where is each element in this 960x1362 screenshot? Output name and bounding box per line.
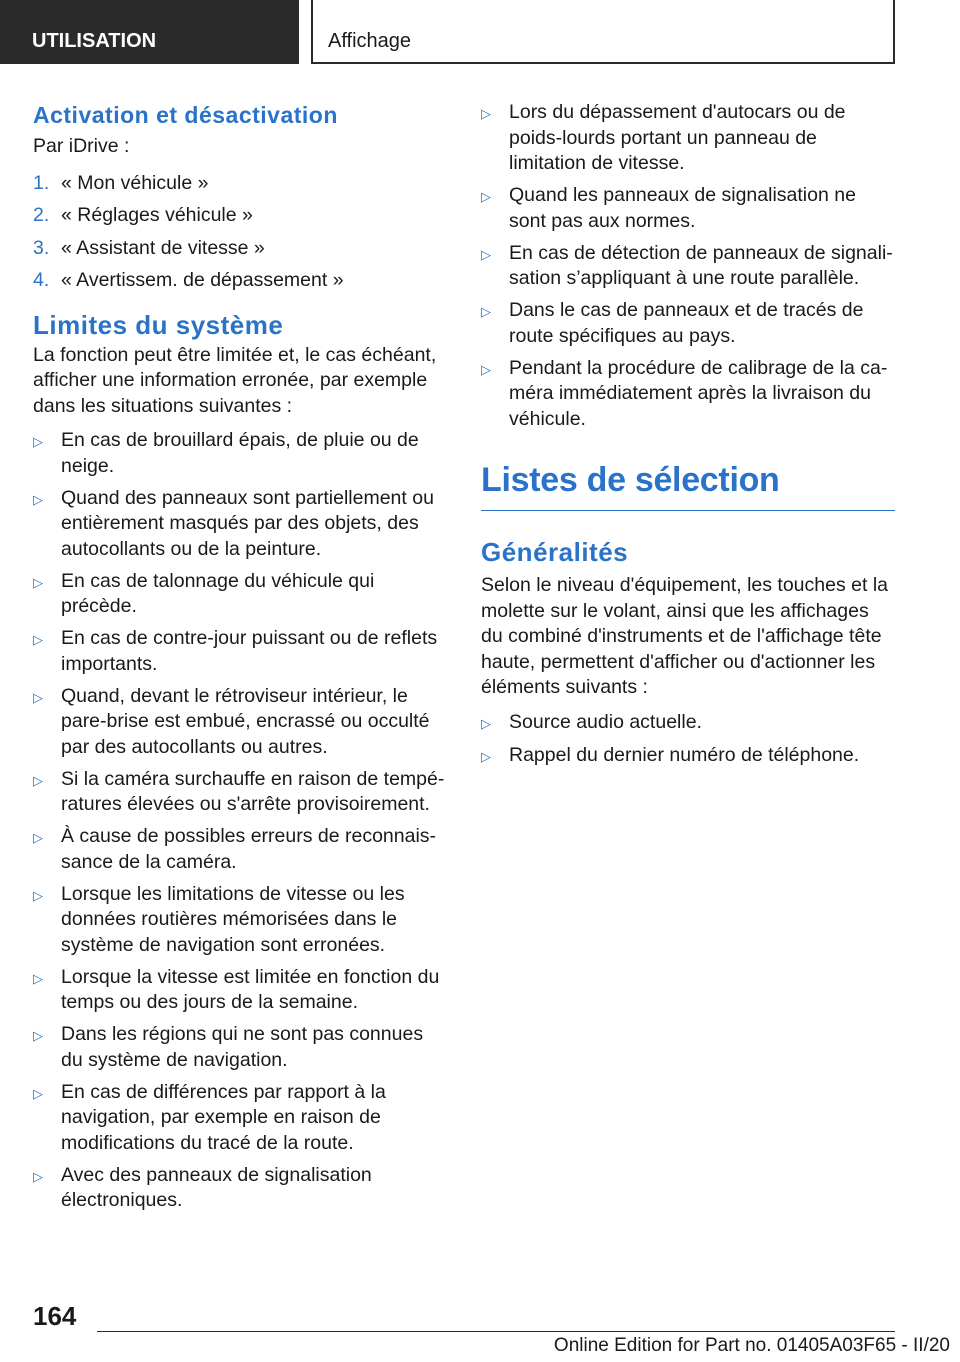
triangle-bullet-icon: ▷ (33, 887, 43, 903)
list-item (33, 882, 448, 959)
limitations-list-continued (481, 100, 895, 432)
list-item (481, 710, 895, 737)
list-item (33, 1163, 448, 1214)
list-item (33, 965, 448, 1016)
heading-generalites: Généralités (481, 537, 629, 567)
right-column (481, 100, 895, 776)
triangle-bullet-icon: ▷ (33, 434, 43, 449)
list-item-text: Quand, devant le rétroviseur intérieur, le pare-brise est embué, encrassé ou occulté par des autocollants ou autres. (61, 684, 430, 758)
list-item-text: Dans le cas de panneaux et de tracés de route spécifiques au pays. (509, 299, 864, 347)
triangle-bullet-icon: ▷ (481, 246, 491, 262)
list-item-text: Lorsque les limitations de vitesse ou les données routières mémorisées dans le système de navigation sont erronées. (61, 882, 405, 956)
step-number: 1. (33, 171, 50, 194)
left-column (33, 100, 448, 1220)
step-item (33, 268, 448, 294)
list-item (33, 626, 448, 677)
list-item-text: Si la caméra surchauffe en raison de températures élevées ou s'arrête provisoirement. (61, 767, 445, 815)
triangle-bullet-icon: ▷ (33, 772, 43, 788)
list-item (481, 298, 895, 349)
heading-listes: Listes de sélection (481, 461, 780, 499)
step-number: 3. (33, 236, 50, 259)
heading-limites: Limites du système (33, 309, 284, 340)
list-item-text: Dans les régions qui ne sont pas connues du système de navigation. (61, 1023, 424, 1071)
triangle-bullet-icon: ▷ (481, 715, 491, 731)
triangle-bullet-icon: ▷ (481, 189, 491, 204)
heading-activation: Activation et désactivation (33, 102, 338, 128)
list-item-text: En cas de détection de panneaux de signalisation s’appliquant à une route parallèle. (509, 241, 893, 289)
list-item (33, 1080, 448, 1157)
list-item-text: Lors du dépassement d'autocars ou de poids-lourds portant un panneau de limitation de vitesse. (509, 101, 846, 174)
step-list (33, 171, 448, 294)
footer-edition: Online Edition for Part no. 01405A03F65 - II/20 (553, 1335, 950, 1356)
step-text: « Mon véhicule » (61, 171, 209, 194)
step-text: « Assistant de vitesse » (61, 236, 265, 259)
list-item-text: Lorsque la vitesse est limitée en fonction du temps ou des jours de la semaine. (61, 965, 440, 1013)
triangle-bullet-icon: ▷ (33, 830, 43, 845)
list-item-text: En cas de différences par rapport à la navigation, par exemple en raison de modifications du tracé de la route. (61, 1080, 386, 1154)
list-item (481, 356, 895, 433)
triangle-bullet-icon: ▷ (33, 632, 43, 647)
list-item (481, 100, 895, 177)
footer-rule (97, 1331, 895, 1332)
list-item-text: En cas de brouillard épais, de pluie ou de neige. (61, 429, 419, 477)
step-number: 2. (33, 204, 50, 226)
triangle-bullet-icon: ▷ (33, 491, 43, 507)
list-item (33, 486, 448, 563)
page-number: 164 (33, 1301, 77, 1331)
triangle-bullet-icon: ▷ (481, 106, 491, 121)
step-item (33, 203, 448, 229)
step-item (33, 236, 448, 262)
list-item-text: Avec des panneaux de signalisation électroniques. (61, 1163, 372, 1211)
elements-list (481, 710, 895, 770)
step-item (33, 171, 448, 197)
list-item-text: Quand des panneaux sont partiellement ou entièrement masqués par des objets, des autocollants ou de la peinture. (61, 486, 434, 560)
step-number: 4. (33, 269, 50, 291)
triangle-bullet-icon: ▷ (33, 1168, 43, 1184)
section-tab: UTILISATION (0, 0, 299, 64)
list-item (33, 684, 448, 761)
list-item (33, 767, 448, 818)
triangle-bullet-icon: ▷ (481, 748, 491, 764)
list-item-text: Source audio actuelle. (509, 710, 702, 733)
triangle-bullet-icon: ▷ (481, 361, 491, 377)
step-text: « Avertissem. de dépassement » (61, 269, 344, 291)
heading-rule (481, 510, 895, 511)
triangle-bullet-icon: ▷ (33, 1028, 43, 1043)
chapter-title: Affichage (311, 0, 895, 64)
triangle-bullet-icon: ▷ (33, 689, 43, 705)
triangle-bullet-icon: ▷ (33, 1085, 43, 1101)
list-item (481, 241, 895, 292)
triangle-bullet-icon: ▷ (33, 574, 43, 590)
limites-text: La fonction peut être limitée et, le cas échéant, afficher une information erronée, par exemple dans les situations suivantes : (33, 343, 437, 417)
list-item-text: En cas de talonnage du véhicule qui précède. (61, 569, 375, 617)
list-item (33, 824, 448, 875)
generalites-text: Selon le niveau d'équipement, les touches et la molette sur le volant, ainsi que les affichages du combiné d'instruments et de l'affichage tête haute, permettent d'afficher ou d'actionner les éléments suivants : (481, 574, 888, 698)
list-item (33, 1022, 448, 1073)
list-item-text: Quand les panneaux de signalisation ne sont pas aux normes. (509, 184, 856, 232)
list-item (481, 183, 895, 234)
list-item (33, 569, 448, 620)
triangle-bullet-icon: ▷ (481, 304, 491, 319)
list-item (481, 743, 895, 770)
limitations-list (33, 428, 448, 1214)
list-item-text: Rappel du dernier numéro de téléphone. (509, 743, 860, 766)
list-item-text: Pendant la procédure de calibrage de la caméra immédiatement après la livraison du véhicule. (509, 356, 888, 430)
list-item-text: En cas de contre-jour puissant ou de reflets importants. (61, 627, 438, 675)
list-item-text: À cause de possibles erreurs de reconnaissance de la caméra. (61, 825, 437, 873)
triangle-bullet-icon: ▷ (33, 970, 43, 986)
list-item (33, 428, 448, 479)
step-text: « Réglages véhicule » (61, 204, 253, 226)
intro-text: Par iDrive : (33, 135, 130, 157)
